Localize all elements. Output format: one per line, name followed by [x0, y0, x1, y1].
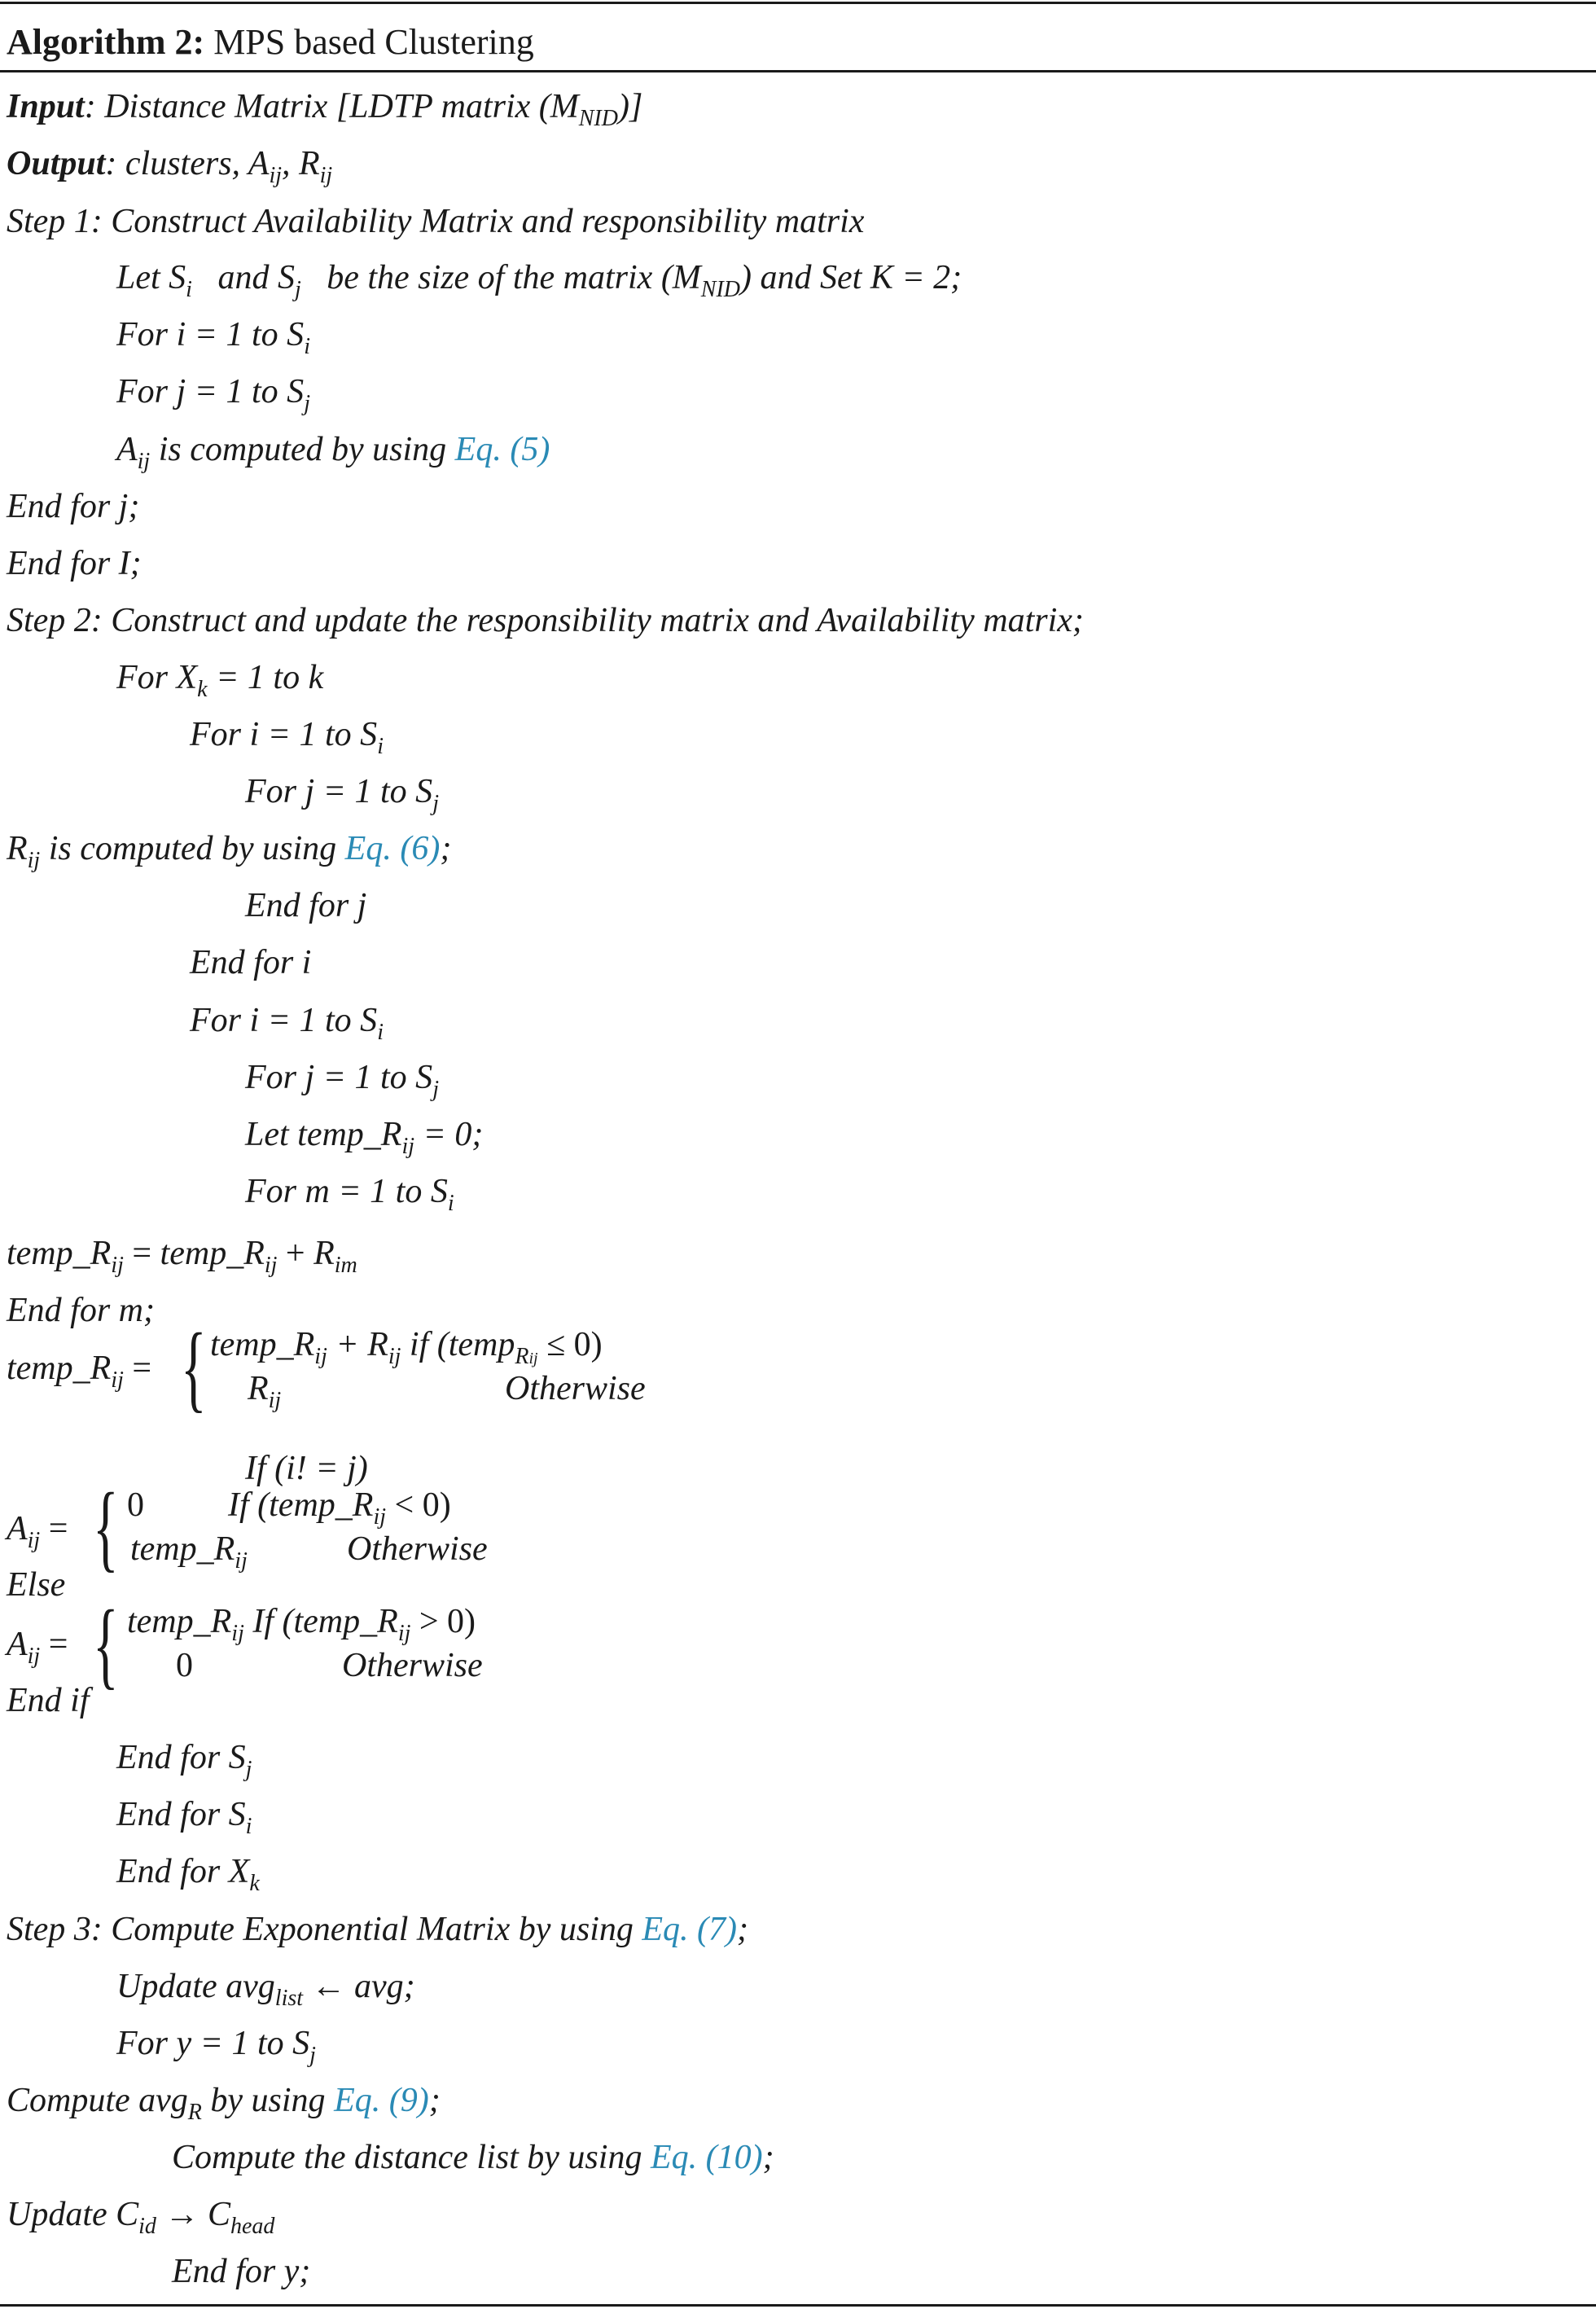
forxk-b: = 1 to k	[207, 659, 324, 696]
end-for-y: End for y;	[172, 2253, 311, 2290]
updc-a: Update C	[7, 2196, 139, 2233]
a1-row1-cond	[228, 1486, 451, 1530]
comp-a: Compute avg	[7, 2082, 188, 2119]
a2-l1-sub2: ij	[397, 1621, 411, 1646]
a1-row1	[127, 1488, 144, 1522]
rij-a: R	[7, 830, 28, 867]
a1-brace: {	[93, 1473, 119, 1581]
input-line	[7, 88, 643, 131]
aij-b: is computed by using	[150, 431, 455, 468]
let-a: Let S	[116, 259, 186, 296]
case1-lhs-sub: ij	[111, 1367, 124, 1393]
a2-l1b: If (temp_R	[243, 1603, 398, 1640]
comp-b: by using	[201, 2082, 335, 2119]
rij-c: ;	[440, 830, 452, 867]
a2-row2-otherwise: Otherwise	[342, 1647, 483, 1684]
a1-l2a: temp_R	[130, 1530, 235, 1568]
output-mid: , R	[282, 145, 320, 182]
a2-brace: {	[93, 1590, 119, 1698]
tempsum-sub2: ij	[264, 1253, 278, 1278]
algorithm-label: Algorithm 2:	[7, 22, 205, 62]
input-text: : Distance Matrix [LDTP matrix (M	[84, 88, 579, 125]
dist-a: Compute the distance list by using	[172, 2139, 651, 2176]
forj1-sub: j	[304, 391, 310, 416]
endsi-text: End for S	[116, 1796, 246, 1833]
end-for-xk	[116, 1853, 260, 1896]
a1-lhs-text: A	[7, 1510, 28, 1547]
case1-brace: {	[181, 1313, 207, 1421]
forxk-a: For X	[116, 659, 198, 696]
update-c-line	[7, 2196, 275, 2239]
endxk-sub: k	[249, 1871, 260, 1896]
case1-l1c: if (temp	[401, 1326, 515, 1363]
fori3-sub: i	[377, 1020, 384, 1045]
upd-b: ← avg;	[303, 1968, 415, 2005]
tempsum-plus: +	[277, 1235, 314, 1272]
case1-row2	[248, 1370, 282, 1413]
fori1-text: For i = 1 to S	[116, 316, 305, 353]
step3-a: Step 3: Compute Exponential Matrix by using	[7, 1911, 642, 1948]
a1-row2-otherwise: Otherwise	[347, 1530, 488, 1568]
comp-sub: R	[187, 2100, 202, 2125]
updc-sub1: id	[138, 2214, 156, 2239]
let-d: ) and Set K = 2;	[740, 259, 962, 296]
output-label: Output	[7, 145, 106, 182]
let-temp-line	[245, 1116, 484, 1159]
for-m-line	[245, 1173, 454, 1216]
header-rule	[0, 70, 1596, 72]
fori2-text: For i = 1 to S	[190, 716, 378, 753]
upd-a: Update avg	[116, 1968, 275, 2005]
case1-l1d: ≤ 0)	[537, 1326, 603, 1363]
for-j-line-3	[245, 1059, 439, 1102]
form-text: For m = 1 to S	[245, 1173, 448, 1210]
fori2-sub: i	[377, 734, 384, 759]
a1-l1-sub: ij	[373, 1504, 387, 1530]
form-sub: i	[447, 1191, 454, 1216]
end-for-i-2: End for i	[190, 944, 312, 981]
case1-l1-sub1: ij	[314, 1344, 327, 1369]
case1-eq: =	[123, 1350, 152, 1387]
comp-c: ;	[428, 2082, 441, 2119]
for-j-line-1	[116, 373, 310, 416]
case1-l1a: temp_R	[210, 1326, 315, 1363]
case1-lhs	[7, 1350, 152, 1393]
output-line	[7, 145, 333, 188]
forj2-sub: j	[432, 791, 439, 816]
a2-eq: =	[40, 1626, 68, 1663]
let-sub-nid: NID	[700, 277, 741, 302]
endsj-sub: j	[245, 1757, 252, 1782]
a1-eq: =	[40, 1510, 68, 1547]
case1-l1-sub2: ij	[388, 1344, 401, 1369]
a1-l1b: If (temp_R	[228, 1486, 374, 1524]
aij-a: A	[116, 431, 138, 468]
input-tail: )]	[617, 88, 643, 125]
output-text: : clusters, A	[105, 145, 270, 182]
tempsum-sub3: im	[334, 1253, 357, 1278]
for-j-line-2	[245, 773, 439, 816]
aij-sub: ij	[137, 449, 151, 474]
output-sub1: ij	[269, 163, 282, 188]
forxk-sub: k	[197, 677, 208, 702]
forj3-sub: j	[432, 1077, 439, 1102]
end-for-I: End for I;	[7, 545, 142, 582]
aij-line	[116, 431, 550, 474]
updc-b: → C	[156, 2196, 230, 2233]
endsj-text: End for S	[116, 1739, 246, 1776]
update-avg-line	[116, 1968, 415, 2011]
for-i-line-2	[190, 716, 384, 759]
output-sub2: ij	[319, 163, 333, 188]
for-xk-line	[116, 659, 324, 702]
lettemp-a: Let temp_R	[245, 1116, 402, 1153]
step3-line	[7, 1912, 748, 1947]
rij-sub: ij	[27, 848, 41, 873]
let-line	[116, 259, 962, 302]
a2-lhs	[7, 1626, 68, 1669]
tempsum-a: temp_R	[7, 1235, 112, 1272]
top-rule	[0, 2, 1596, 4]
a2-l2a: 0	[176, 1647, 193, 1684]
a2-l1-sub1: ij	[231, 1621, 244, 1646]
algorithm-title: MPS based Clustering	[213, 22, 534, 62]
dist-b: ;	[762, 2139, 774, 2176]
for-i-line-1	[116, 316, 310, 359]
a2-lhs-sub: ij	[27, 1644, 41, 1669]
fori3-text: For i = 1 to S	[190, 1002, 378, 1039]
forj2-text: For j = 1 to S	[245, 773, 433, 810]
eq6-link[interactable]: Eq. (6)	[344, 830, 441, 867]
compute-avg-line	[7, 2082, 441, 2125]
case1-l1-sub3	[515, 1344, 537, 1369]
end-for-si	[116, 1796, 252, 1839]
updc-sub2: head	[230, 2214, 275, 2239]
eq10-link[interactable]: Eq. (10)	[650, 2139, 763, 2176]
lettemp-b: = 0;	[414, 1116, 484, 1153]
for-i-line-3	[190, 1002, 384, 1045]
input-label: Input	[7, 88, 85, 125]
endsi-sub: i	[245, 1814, 252, 1839]
case1-l2-sub: ij	[268, 1388, 282, 1413]
a1-lhs	[7, 1510, 68, 1553]
end-for-j: End for j;	[7, 488, 140, 525]
a2-l1a: temp_R	[127, 1603, 232, 1640]
distance-line	[172, 2140, 774, 2175]
upd-sub: list	[274, 1986, 304, 2011]
a1-row2	[130, 1530, 248, 1574]
endxk-text: End for X	[116, 1853, 250, 1890]
eq5-link[interactable]: Eq. (5)	[454, 431, 550, 468]
case1-sub-r: R	[515, 1344, 529, 1369]
step1-line: Step 1: Construct Availability Matrix and responsibility matrix	[7, 203, 865, 240]
step2-line: Step 2: Construct and update the responsibility matrix and Availability matrix;	[7, 602, 1084, 639]
eq9-link[interactable]: Eq. (9)	[334, 2082, 429, 2119]
end-for-sj	[116, 1739, 252, 1782]
case1-l1b: + R	[327, 1326, 388, 1363]
case1-l2a: R	[248, 1370, 269, 1407]
for-y-line	[116, 2025, 316, 2068]
algorithm-header	[7, 24, 534, 60]
a2-row2	[176, 1648, 193, 1683]
end-for-j-2: End for j	[245, 887, 367, 924]
forj3-text: For j = 1 to S	[245, 1059, 433, 1096]
case1-sub-ij: ij	[528, 1350, 538, 1367]
a2-row1	[127, 1603, 476, 1646]
fory-text: For y = 1 to S	[116, 2025, 310, 2062]
case1-row1	[210, 1326, 603, 1369]
if-ij-line: If (i! = j)	[245, 1450, 368, 1487]
bottom-rule	[0, 2304, 1596, 2307]
a2-l1c: > 0)	[410, 1603, 476, 1640]
step3-b: ;	[737, 1911, 749, 1948]
a2-lhs-text: A	[7, 1626, 28, 1663]
eq7-link[interactable]: Eq. (7)	[642, 1911, 738, 1948]
let-c: be the size of the matrix (M	[327, 259, 701, 296]
lettemp-sub: ij	[401, 1134, 415, 1159]
tempsum-sub1: ij	[111, 1253, 124, 1278]
fori1-sub: i	[304, 334, 310, 359]
let-sub-i: i	[186, 277, 192, 302]
tempsum-r: R	[314, 1235, 335, 1272]
end-for-m: End for m;	[7, 1292, 155, 1329]
tempsum-eq: =	[123, 1235, 160, 1272]
case1-lhs-text: temp_R	[7, 1350, 112, 1387]
let-b: and S	[217, 259, 295, 296]
case1-row2-otherwise: Otherwise	[505, 1370, 646, 1407]
a1-l2-sub: ij	[235, 1548, 248, 1574]
forj1-text: For j = 1 to S	[116, 373, 305, 410]
fory-sub: j	[309, 2043, 316, 2068]
end-if-line: End if	[7, 1682, 90, 1719]
tempsum-b2: temp_R	[160, 1235, 265, 1272]
input-sub: NID	[578, 106, 618, 131]
a1-lhs-sub: ij	[27, 1528, 41, 1553]
let-sub-j: j	[294, 277, 301, 302]
else-line: Else	[7, 1566, 66, 1604]
rij-line	[7, 830, 452, 873]
temp-sum-line	[7, 1235, 357, 1278]
a1-l1c: < 0)	[386, 1486, 451, 1524]
a1-l1a: 0	[127, 1486, 144, 1524]
rij-b: is computed by using	[40, 830, 345, 867]
